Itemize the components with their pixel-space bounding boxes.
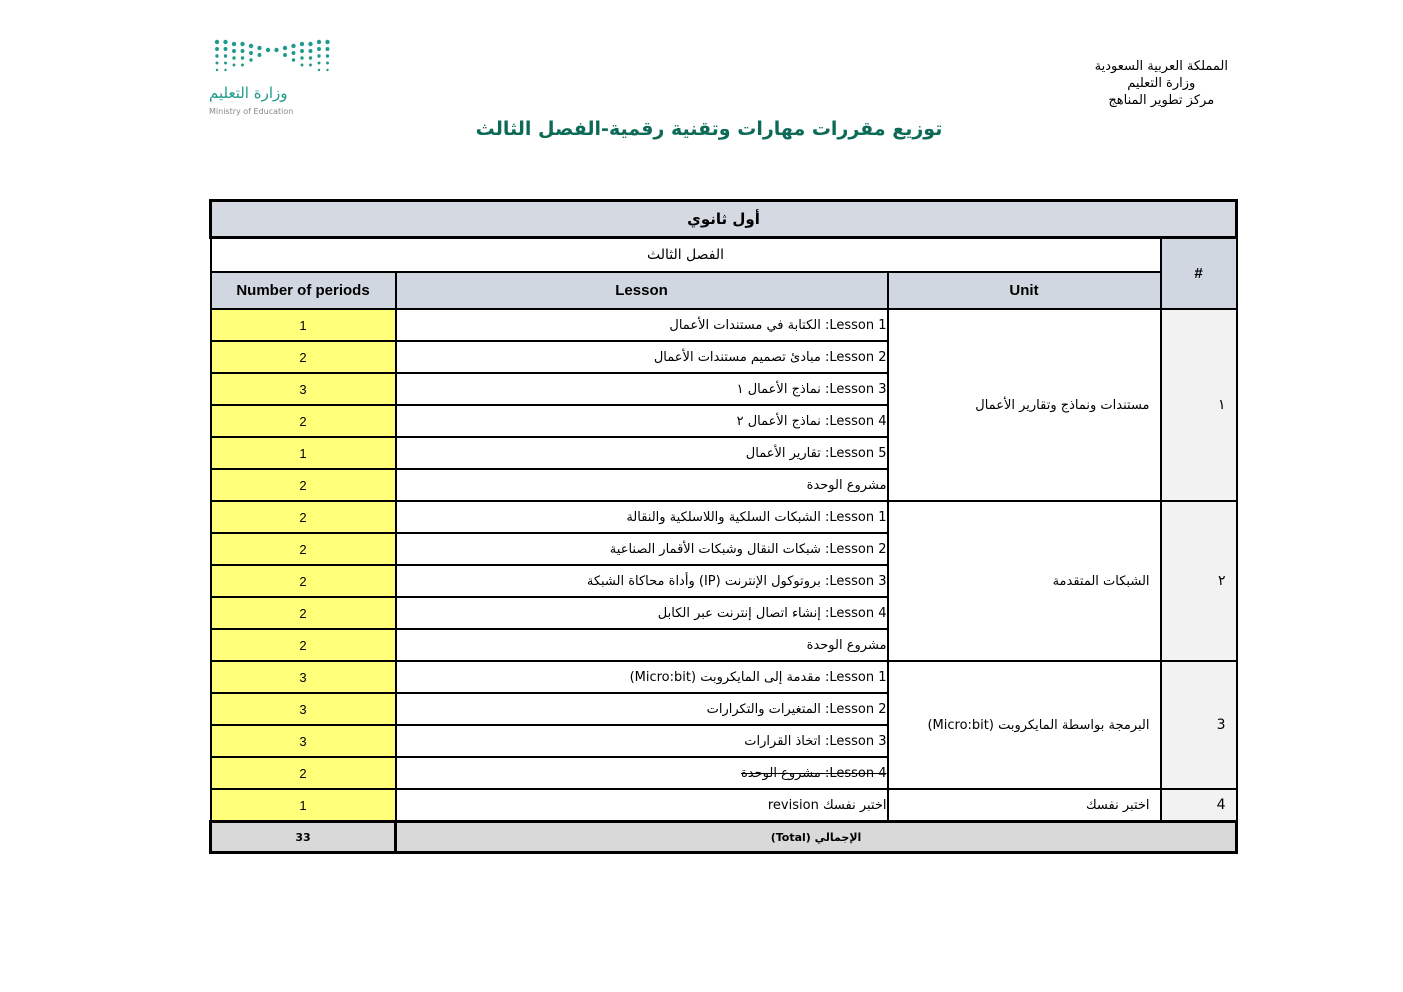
lesson-periods: 2 <box>211 597 396 629</box>
lesson-title: Lesson 4: إنشاء اتصال إنترنت عبر الكابل <box>396 597 888 629</box>
logo-dot <box>215 40 219 44</box>
unit-name: البرمجة بواسطة المايكروبت (Micro:bit) <box>888 661 1161 789</box>
col-periods-header: Number of periods <box>211 272 396 309</box>
lesson-periods: 2 <box>211 341 396 373</box>
logo-dot <box>215 54 218 57</box>
unit-number: ١ <box>1161 309 1237 501</box>
unit-number: ٢ <box>1161 501 1237 661</box>
lesson-title: Lesson 3: اتخاذ القرارات <box>396 725 888 757</box>
lesson-title: Lesson 2: شبكات النقال وشبكات الأقمار الصناعية <box>396 533 888 565</box>
logo-dot <box>309 49 313 53</box>
logo-dot <box>309 56 312 59</box>
header-line: وزارة التعليم <box>1127 76 1196 91</box>
logo-dot <box>223 40 227 44</box>
logo-dot <box>266 48 270 52</box>
logo-dot <box>317 54 320 57</box>
logo-dot <box>216 69 218 71</box>
table-row <box>211 501 1237 533</box>
logo-dot <box>326 54 329 57</box>
logo-dot <box>283 53 287 57</box>
logo-dot <box>283 46 287 50</box>
logo-dot <box>224 47 228 51</box>
unit-name: الشبكات المتقدمة <box>888 501 1161 661</box>
lesson-title: Lesson 2: المتغيرات والتكرارات <box>396 693 888 725</box>
lesson-periods: 2 <box>211 501 396 533</box>
lesson-title: Lesson 2: مبادئ تصميم مستندات الأعمال <box>396 341 888 373</box>
unit-name: اختبر نفسك <box>888 789 1161 822</box>
logo-dot <box>249 58 252 61</box>
logo-arabic-text: وزارة التعليم <box>209 84 288 102</box>
lesson-periods: 3 <box>211 661 396 693</box>
logo-dot <box>318 69 320 71</box>
lesson-title: Lesson 1: مقدمة إلى المايكروبت (Micro:bit) <box>396 661 888 693</box>
total-label: الإجمالي (Total) <box>396 822 1237 853</box>
logo-dot <box>215 47 219 51</box>
page-title: توزيع مقررات مهارات وتقنية رقمية-الفصل الثالث <box>475 118 943 140</box>
lesson-periods: 3 <box>211 693 396 725</box>
logo-dot <box>317 40 321 44</box>
logo-dot <box>257 46 261 50</box>
table-row <box>211 661 1237 693</box>
logo-dot <box>325 40 329 44</box>
unit-number: 3 <box>1161 661 1237 789</box>
lesson-periods: 2 <box>211 405 396 437</box>
distribution-table <box>209 199 1238 854</box>
logo-dot <box>241 49 245 53</box>
lesson-periods: 2 <box>211 565 396 597</box>
logo-dot <box>241 56 244 59</box>
lesson-periods: 1 <box>211 437 396 469</box>
lesson-title: مشروع الوحدة <box>396 469 888 501</box>
logo-dot <box>326 69 328 71</box>
unit-number: 4 <box>1161 789 1237 822</box>
logo-dot <box>249 44 253 48</box>
logo-dot <box>233 64 236 67</box>
logo-dot <box>292 51 296 55</box>
lesson-title: مشروع الوحدة <box>396 629 888 661</box>
lesson-title: Lesson 1: الكتابة في مستندات الأعمال <box>396 309 888 341</box>
grade-header: أول ثانوي <box>211 201 1237 238</box>
total-value: 33 <box>211 822 396 853</box>
logo-english-text: Ministry of Education <box>209 107 294 116</box>
logo-dot <box>249 51 253 55</box>
logo-dot <box>224 62 227 65</box>
logo-dot <box>232 49 236 53</box>
lesson-periods: 2 <box>211 629 396 661</box>
col-num-header: # <box>1161 238 1237 310</box>
logo-dot <box>232 56 235 59</box>
lesson-periods: 2 <box>211 757 396 789</box>
lesson-title: Lesson 3: بروتوكول الإنترنت (IP) وأداة محاكاة الشبكة <box>396 565 888 597</box>
lesson-title: اختبر نفسك revision <box>396 789 888 822</box>
logo-dot <box>224 54 227 57</box>
logo-dot <box>292 58 295 61</box>
lesson-title: Lesson 4: مشروع الوحدة <box>396 757 888 789</box>
logo-dot <box>258 53 262 57</box>
logo-dot <box>309 64 312 67</box>
logo-dot <box>300 49 304 53</box>
ministry-header <box>1095 58 1228 109</box>
lesson-periods: 1 <box>211 309 396 341</box>
logo-dot <box>224 69 226 71</box>
logo-dot <box>241 64 244 67</box>
lesson-periods: 2 <box>211 533 396 565</box>
lesson-title: Lesson 3: نماذج الأعمال ١ <box>396 373 888 405</box>
logo-dot <box>232 42 236 46</box>
lesson-title: Lesson 4: نماذج الأعمال ٢ <box>396 405 888 437</box>
table-row <box>211 309 1237 341</box>
semester-header: الفصل الثالث <box>211 238 1161 273</box>
logo-dot <box>318 62 321 65</box>
header-line: المملكة العربية السعودية <box>1094 59 1228 74</box>
lesson-periods: 3 <box>211 725 396 757</box>
col-unit-header: Unit <box>888 272 1161 309</box>
lesson-title: Lesson 5: تقارير الأعمال <box>396 437 888 469</box>
logo-dot <box>291 44 295 48</box>
unit-name: مستندات ونماذج وتقارير الأعمال <box>888 309 1161 501</box>
lesson-title: Lesson 1: الشبكات السلكية واللاسلكية والنقالة <box>396 501 888 533</box>
logo-dot <box>240 42 244 46</box>
table-row <box>211 789 1237 822</box>
lesson-periods: 1 <box>211 789 396 822</box>
logo-dot <box>317 47 321 51</box>
logo-dot <box>301 64 304 67</box>
lesson-periods: 2 <box>211 469 396 501</box>
header-line: مركز تطوير المناهج <box>1108 93 1215 108</box>
logo-dot <box>326 47 330 51</box>
lesson-periods: 3 <box>211 373 396 405</box>
logo-dot <box>300 56 303 59</box>
logo-dot <box>274 48 278 52</box>
col-lesson-header: Lesson <box>396 272 888 309</box>
logo-dot <box>308 42 312 46</box>
logo-dot <box>216 62 219 65</box>
logo-dot <box>326 62 329 65</box>
logo-dot <box>300 42 304 46</box>
